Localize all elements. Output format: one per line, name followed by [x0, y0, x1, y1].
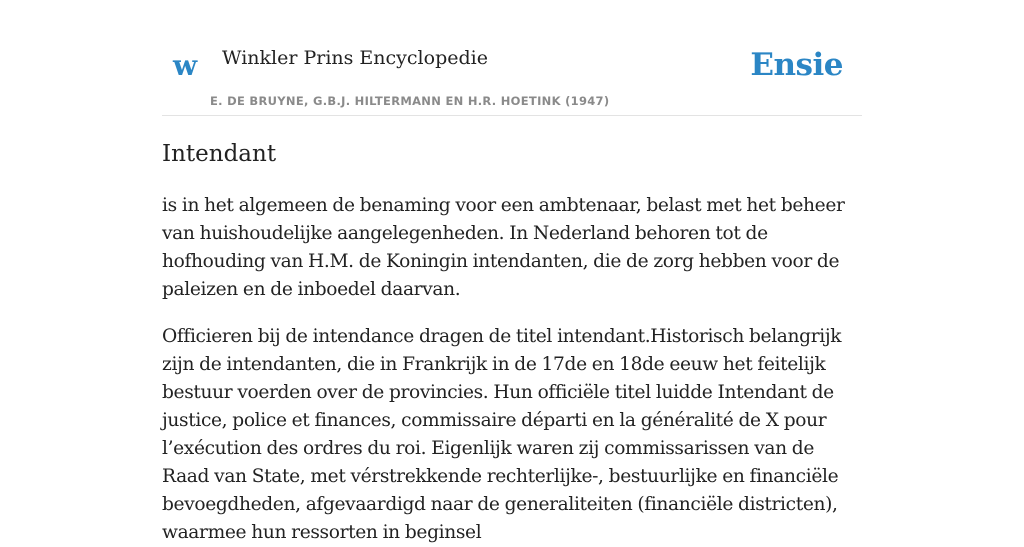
ensie-logo[interactable]: Ensie: [750, 47, 843, 83]
article-paragraph: Officieren bij de intendance dragen de titel intendant.Historisch belangrijk zijn de intendanten, die in Frankrijk in de 17de en 18de eeuw het feitelijk bestuur voerden over de provincies. Hun officiële titel luidde Intendant de justice, police et finances, commissaire départi en la généralité de X pour l’exécution des ordres du roi. Eigenlijk waren zij commissarissen van de Raad van State, met vérstrekkende rechterlijke-, bestuurlijke en financiële bevoegdheden, afgevaardigd naar de generaliteiten (financiële districten), waarmee hun ressorten in beginsel: [162, 326, 842, 543]
article-title: Intendant: [162, 141, 277, 167]
site-header: [162, 0, 862, 116]
article-paragraph: is in het algemeen de benaming voor een ambtenaar, belast met het beheer van huishoudelijke aangelegenheden. In Nederland behoren tot de hofhouding van H.M. de Koningin intendanten, die de zorg hebben voor de paleizen en de inboedel daarvan.: [162, 195, 845, 300]
site-title[interactable]: Winkler Prins Encyclopedie: [222, 47, 488, 69]
winkler-prins-logo[interactable]: w: [173, 49, 198, 82]
byline: E. DE BRUYNE, G.B.J. HILTERMANN EN H.R. HOETINK (1947): [210, 94, 610, 108]
article: [162, 139, 862, 547]
